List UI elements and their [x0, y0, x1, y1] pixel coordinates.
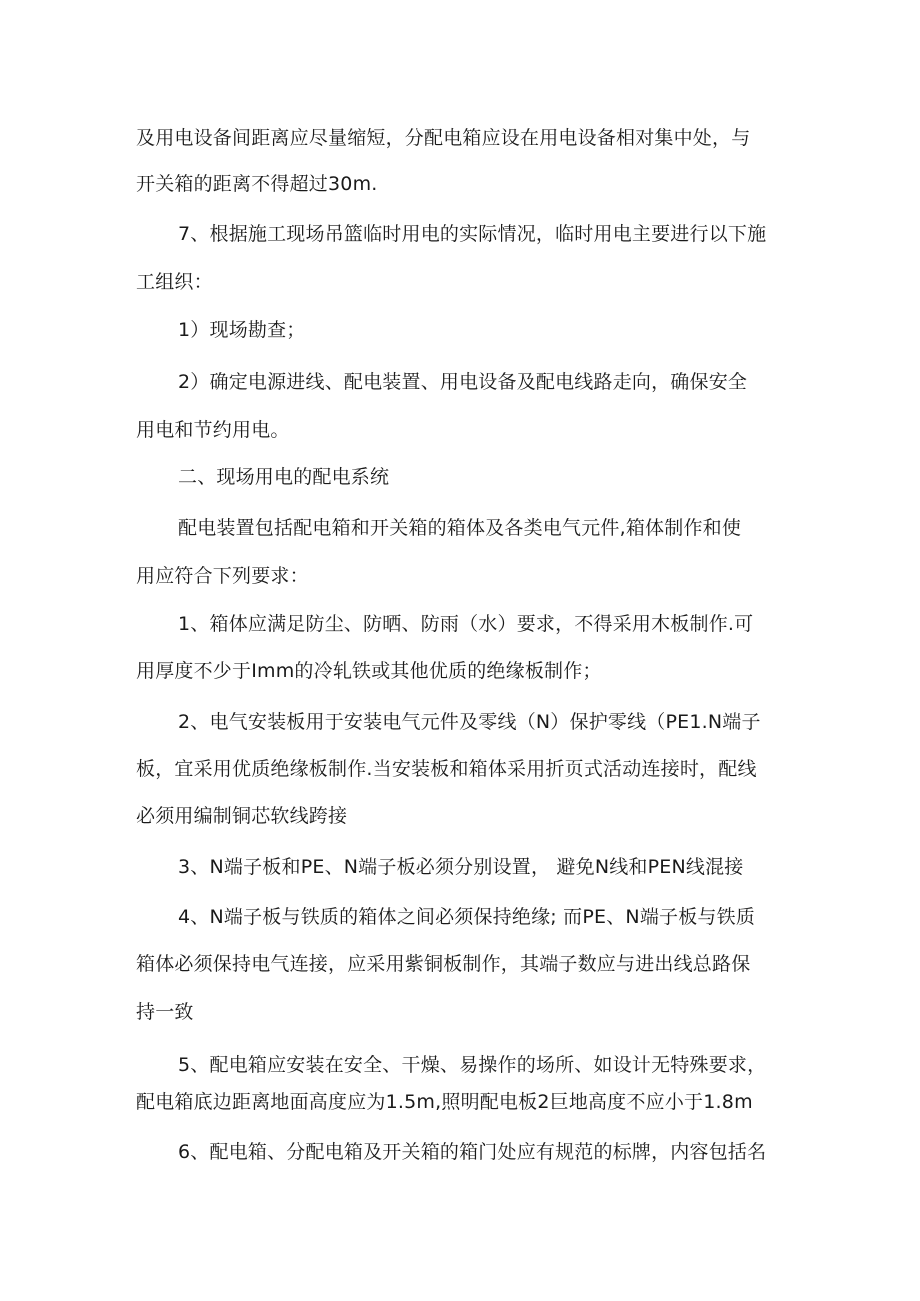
text-line: 配电箱底边距离地面高度应为1.5m,照明配电板2巨地高度不应小于1.8m	[136, 1091, 753, 1113]
text-line: 用厚度不少于Imm的冷轧铁或其他优质的绝缘板制作；	[136, 660, 602, 682]
text-line: 7、根据施工现场吊篮临时用电的实际情况，临时用电主要进行以下施	[178, 223, 767, 245]
section-heading: 二、现场用电的配电系统	[178, 466, 390, 488]
text-line: 3、N端子板和PE、N端子板必须分别设置， 避免N线和PEN线混接	[178, 856, 744, 878]
text-line: 必须用编制铜芯软线跨接	[136, 805, 348, 827]
text-line: 持一致	[136, 1001, 194, 1023]
text-line: 2、电气安装板用于安装电气元件及零线（N）保护零线（PE1.N端子	[178, 711, 761, 733]
text-line: 工组织：	[136, 271, 213, 293]
text-line: 2）确定电源进线、配电装置、用电设备及配电线路走向，确保安全	[178, 371, 748, 393]
text-line: 1、箱体应满足防尘、防晒、防雨（水）要求，不得采用木板制作.可	[178, 613, 754, 635]
text-line: 板，宜采用优质绝缘板制作.当安装板和箱体采用折页式活动连接时，配线	[136, 758, 757, 780]
text-line: 用应符合下列要求：	[136, 565, 309, 587]
text-line: 开关箱的距离不得超过30m.	[136, 173, 378, 195]
text-line: 1）现场勘查；	[178, 319, 306, 341]
text-line: 用电和节约用电。	[136, 419, 290, 441]
text-line: 及用电设备间距离应尽量缩短，分配电箱应设在用电设备相对集中处，与	[136, 127, 751, 149]
text-line: 5、配电箱应安装在安全、干燥、易操作的场所、如设计无特殊要求，	[178, 1054, 767, 1076]
text-line: 箱体必须保持电气连接，应采用紫铜板制作，其端子数应与进出线总路保	[136, 953, 751, 975]
text-line: 6、配电箱、分配电箱及开关箱的箱门处应有规范的标牌，内容包括名	[178, 1141, 767, 1163]
text-line: 4、N端子板与铁质的箱体之间必须保持绝缘; 而PE、N端子板与铁质	[178, 906, 756, 928]
text-line: 配电装置包括配电箱和开关箱的箱体及各类电气元件,箱体制作和使	[178, 517, 742, 539]
